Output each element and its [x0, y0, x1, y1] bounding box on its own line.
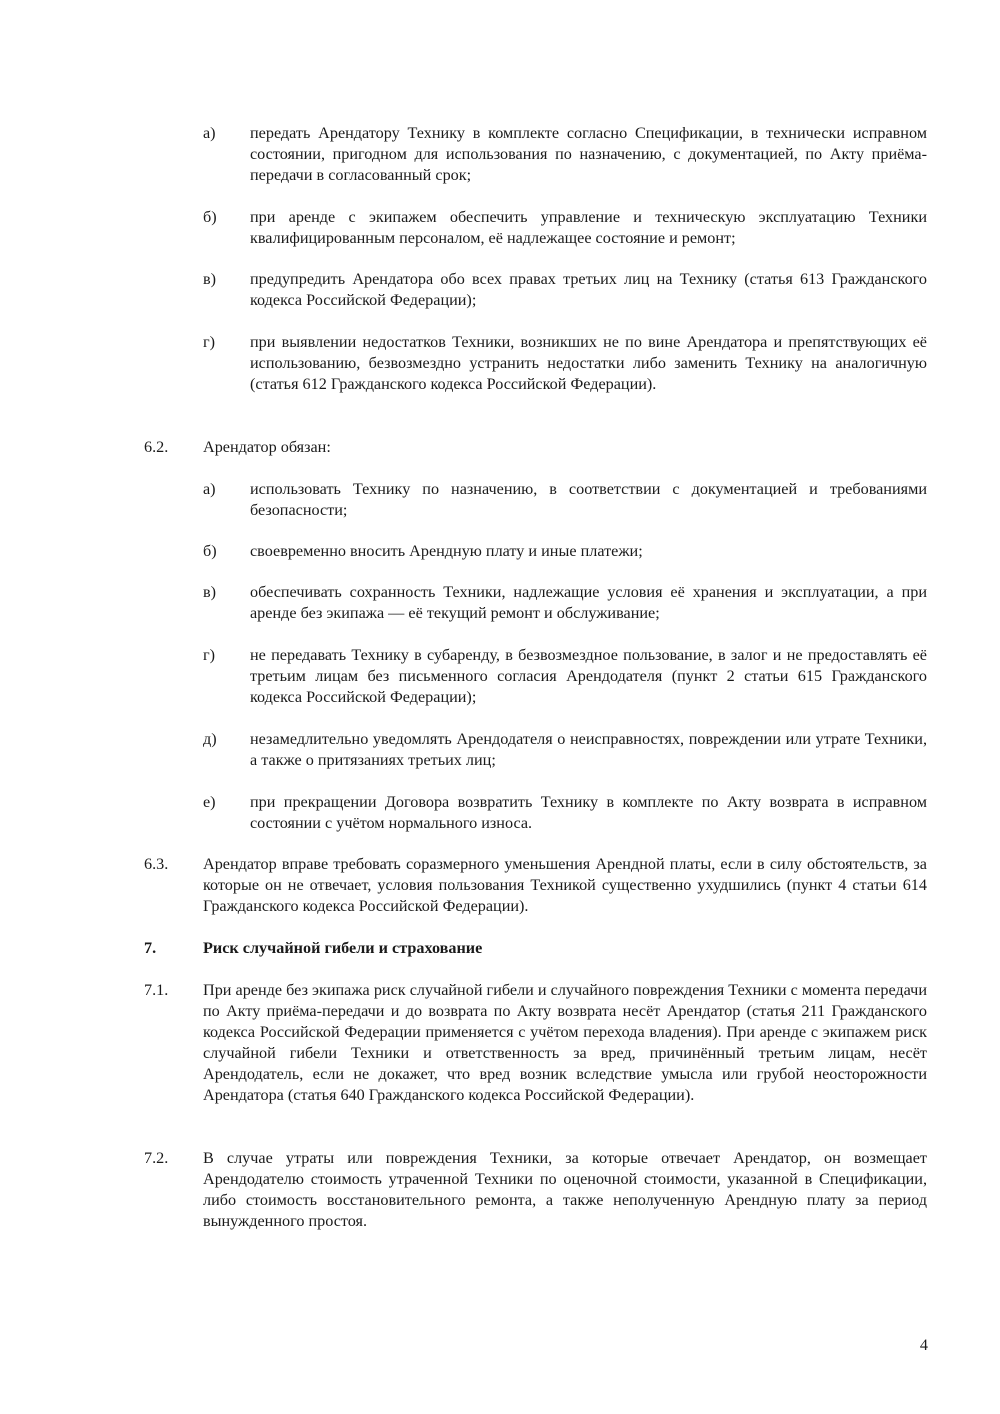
list-item [203, 269, 927, 311]
list-item [203, 479, 927, 521]
list-item [203, 645, 927, 708]
clause-number: 6.3. [144, 855, 169, 873]
clause-text: В случае утраты или повреждения Техники, за которые отвечает Арендатор, он возмещает Арендодателю стоимость утраченной Техники по оценочной стоимости, указанной в Спецификации, либо стоимость восстановительного ремонта, а также неполученную Арендную плату за период вынужденного простоя. [203, 1149, 927, 1230]
list-item-text: при выявлении недостатков Техники, возникших не по вине Арендатора и препятствующих её использованию, безвозмездно устранить недостатки либо заменить Технику на аналогичную (статья 612 Гражданского кодекса Российской Федерации). [250, 333, 927, 393]
clause-6-2 [144, 437, 927, 458]
list-item-text: обеспечивать сохранность Техники, надлежащие условия её хранения и эксплуатации, а при аренде без экипажа — её текущий ремонт и обслуживание; [250, 583, 927, 622]
list-item-label: в) [203, 270, 217, 288]
list-item-label: г) [203, 333, 216, 351]
list-item-label: в) [203, 583, 217, 601]
list-item-text: при аренде с экипажем обеспечить управление и техническую эксплуатацию Техники квалифицированным персоналом, её надлежащее состояние и ремонт; [250, 208, 927, 247]
list-item-text: своевременно вносить Арендную плату и иные платежи; [250, 542, 643, 560]
list-item-label: а) [203, 124, 216, 142]
list-item-text: незамедлительно уведомлять Арендодателя о неисправностях, повреждении или утрате Техники, а также о притязаниях третьих лиц; [250, 730, 927, 769]
list-item [203, 332, 927, 395]
list-item [203, 123, 927, 186]
list-item-label: е) [203, 793, 216, 811]
clause-text: При аренде без экипажа риск случайной гибели и случайного повреждения Техники с момента передачи по Акту приёма-передачи и до возврата по Акту возврата несёт Арендатор (статья 211 Гражданского кодекса Российской Федерации применяется с учётом перехода владения). При аренде с экипажем риск случайной гибели Техники и ответственность за вред, причинённый третьим лицам, несёт Арендодатель, если не докажет, что вред возник вследствие умысла или грубой неосторожности Арендатора (статья 640 Гражданского кодекса Российской Федерации). [203, 981, 927, 1104]
page-number: 4 [919, 1336, 928, 1354]
clause-7-1 [144, 980, 927, 1106]
clause-7-2 [144, 1148, 927, 1232]
clause-6-3 [144, 854, 927, 917]
clause-text: Арендатор вправе требовать соразмерного уменьшения Арендной платы, если в силу обстоятельств, за которые он не отвечает, условия пользования Техникой существенно ухудшились (пункт 4 статьи 614 Гражданского кодекса Российской Федерации). [203, 855, 927, 915]
list-item-label: б) [203, 542, 217, 560]
section-number: 7. [144, 939, 157, 957]
section-title: Риск случайной гибели и страхование [203, 939, 483, 957]
list-item-label: а) [203, 480, 216, 498]
clause-number: 6.2. [144, 438, 169, 456]
list-item-text: предупредить Арендатора обо всех правах третьих лиц на Технику (статья 613 Гражданского кодекса Российской Федерации); [250, 270, 927, 309]
list-item-text: передать Арендатору Технику в комплекте согласно Спецификации, в технически исправном состоянии, пригодном для использования по назначению, с документацией, по Акту приёма-передачи в согласованный срок; [250, 124, 927, 184]
list-item [203, 207, 927, 249]
list-item-label: г) [203, 646, 216, 664]
clause-text: Арендатор обязан: [203, 438, 331, 456]
list-item-text: при прекращении Договора возвратить Технику в комплекте по Акту возврата в исправном состоянии с учётом нормального износа. [250, 793, 927, 832]
list-item-text: использовать Технику по назначению, в соответствии с документацией и требованиями безопасности; [250, 480, 927, 519]
clause-number: 7.1. [144, 981, 169, 999]
section-heading [144, 938, 927, 959]
list-item-text: не передавать Технику в субаренду, в безвозмездное пользование, в залог и не предоставлять её третьим лицам без письменного согласия Арендодателя (пункт 2 статьи 615 Гражданского кодекса Российской Федерации); [250, 646, 927, 706]
list-item-label: б) [203, 208, 217, 226]
list-item [203, 582, 927, 624]
list-item [203, 792, 927, 834]
list-item [203, 541, 927, 562]
list-item-label: д) [203, 730, 217, 748]
clause-number: 7.2. [144, 1149, 169, 1167]
list-item [203, 729, 927, 771]
